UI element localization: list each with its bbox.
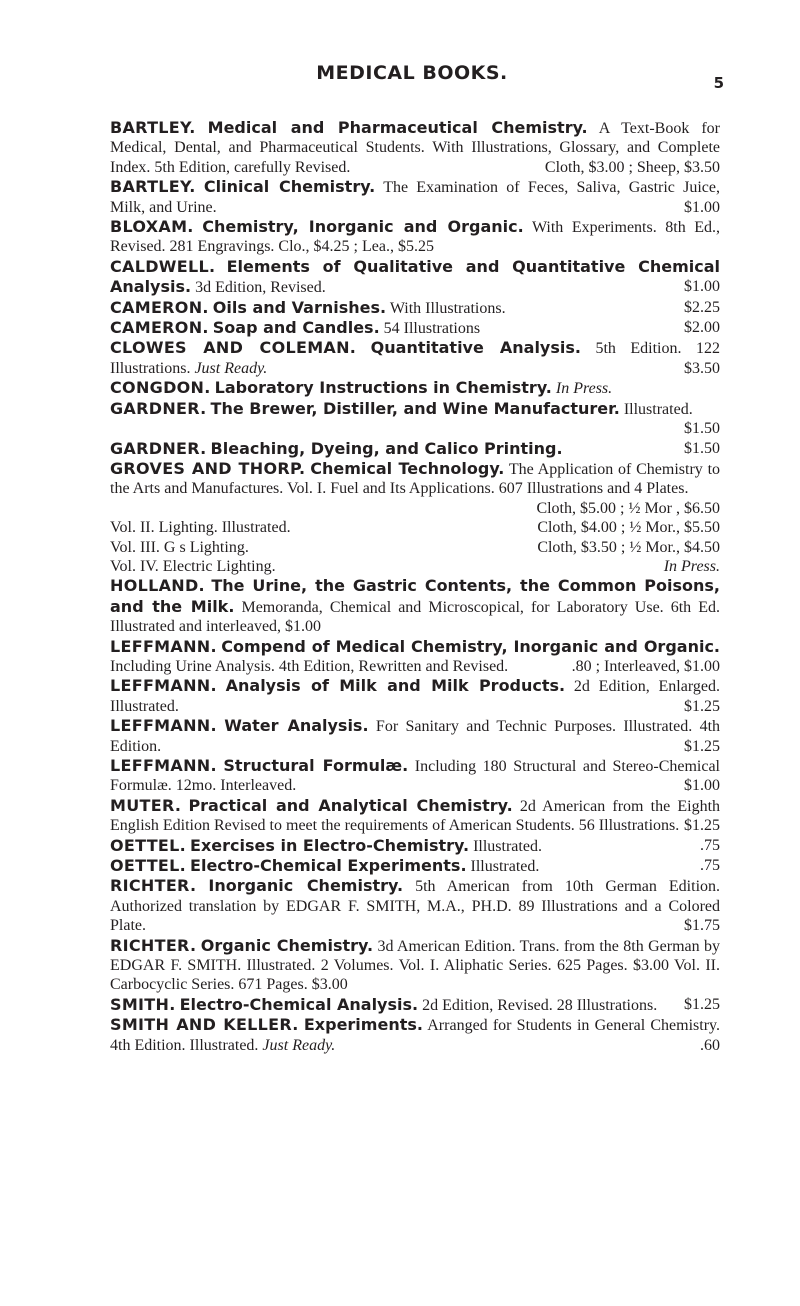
entry-description: Illustrated. [470, 858, 540, 876]
entry-author: HOLLAND. [110, 576, 205, 596]
catalog-entry [110, 217, 720, 257]
entry-title: Oils and Varnishes. [212, 297, 387, 317]
volume-price: Cloth, $5.00 ; ½ Mor , $6.50 [536, 499, 720, 517]
entry-author: LEFFMANN. [110, 716, 217, 736]
entry-description: The Examination of Feces, Saliva, Gastric Juice, Milk, and Urine. [110, 179, 720, 216]
catalog-entry [110, 118, 720, 177]
entry-note: Just Ready. [262, 1036, 336, 1054]
entry-title: Quantitative Analysis. [370, 338, 581, 358]
entry-author: CLOWES AND COLEMAN. [110, 338, 357, 358]
entry-price: $1.75 [684, 917, 720, 935]
entry-title: The Brewer, Distiller, and Wine Manufacturer. [210, 398, 620, 418]
volume-line [110, 499, 720, 518]
entry-author: LEFFMANN. [110, 676, 217, 696]
catalog-entry [110, 796, 720, 836]
catalog-entry [110, 298, 720, 318]
entry-author: OETTEL. [110, 835, 187, 855]
catalog-entry [110, 399, 720, 439]
entry-price: $1.25 [684, 737, 720, 755]
entry-description: Illustrated. [623, 400, 693, 418]
entry-description: Including 180 Structural and Stereo-Chemical Formulæ. 12mo. Interleaved. [110, 758, 720, 795]
volume-price: Cloth, $3.50 ; ½ Mor., $4.50 [537, 538, 720, 556]
catalog-entry [110, 756, 720, 796]
entry-description: For Sanitary and Technic Purposes. Illustrated. 4th Edition. [110, 718, 721, 755]
catalog-entry [110, 576, 720, 636]
entry-title: Electro-Chemical Analysis. [179, 994, 419, 1014]
catalog-entry [110, 257, 720, 298]
catalog-entry [110, 378, 720, 398]
catalog-entry [110, 995, 720, 1015]
catalog-entry [110, 439, 720, 459]
entry-description: 54 Illustrations [383, 320, 481, 338]
entry-description: Arranged for Students in General Chemistry. 4th Edition. Illustrated. [110, 1017, 720, 1054]
entry-price: $1.00 [684, 198, 720, 216]
entry-title: Water Analysis. [224, 716, 369, 736]
entry-title: Chemical Technology. [310, 458, 505, 478]
running-head [110, 62, 724, 92]
entry-title: Practical and Analytical Chemistry. [188, 795, 513, 815]
entry-description: 5th American from 10th German Edition. Authorized translation by EDGAR F. SMITH, M.A., PH.D. 89 Illustrations and a Colored Plate. [110, 878, 721, 935]
entry-author: CONGDON. [110, 378, 211, 398]
entry-price: Cloth, $3.00 ; Sheep, $3.50 [544, 158, 720, 176]
catalog-entries [110, 118, 720, 1055]
entry-description: 2d Edition, Revised. 28 Illustrations. [422, 996, 658, 1014]
entry-author: GROVES AND THORP. [110, 458, 306, 478]
entry-price: .75 [700, 836, 720, 854]
catalog-entry [110, 836, 720, 856]
entry-author: SMITH AND KELLER. [110, 1015, 299, 1035]
entry-title: Medical and Pharmaceutical Chemistry. [207, 118, 588, 137]
catalog-entry [110, 936, 720, 995]
entry-description: With Experiments. 8th Ed., Revised. 281 Engravings. Clo., $4.25 ; Lea., $5.25 [110, 219, 721, 256]
entry-title: Structural Formulæ. [223, 756, 409, 775]
entry-price: $1.50 [684, 439, 720, 457]
catalog-entry [110, 716, 720, 756]
entry-title: Analysis of Milk and Milk Products. [225, 676, 566, 696]
entry-author: RICHTER. [110, 935, 197, 955]
catalog-entry [110, 177, 720, 217]
entry-title: Inorganic Chemistry. [208, 876, 404, 896]
entry-price: $3.50 [684, 359, 720, 377]
entry-description: 3d Edition, Revised. [195, 279, 326, 297]
catalog-entry [110, 318, 720, 338]
entry-author: SMITH. [110, 994, 176, 1014]
entry-price: $2.25 [684, 298, 720, 316]
entry-note: In Press. [555, 380, 613, 398]
entry-title: Bleaching, Dyeing, and Calico Printing. [210, 438, 563, 458]
entry-title: Electro-Chemical Experiments. [190, 856, 467, 876]
entry-author: GARDNER. [110, 398, 207, 418]
entry-price: $1.25 [684, 817, 720, 835]
entry-price: $1.00 [684, 278, 720, 296]
entry-description: A Text-Book for Medical, Dental, and Pharmaceutical Students. With Illustrations, Glossary, and Complete Index. 5th Edition, carefully Revised. [110, 120, 721, 176]
entry-title: Laboratory Instructions in Chemistry. [214, 378, 552, 398]
catalog-entry [110, 637, 720, 677]
volume-price: In Press. [663, 557, 720, 575]
catalog-entry [110, 459, 720, 499]
entry-price: $2.00 [684, 319, 720, 337]
entry-author: LEFFMANN. [110, 756, 217, 775]
entry-author: CAMERON. [110, 297, 209, 317]
entry-title: Exercises in Electro-Chemistry. [190, 835, 470, 855]
page-number: 5 [713, 74, 724, 92]
entry-author: LEFFMANN. [110, 636, 217, 656]
catalog-entry [110, 876, 720, 935]
entry-price: .80 ; Interleaved, $1.00 [571, 657, 720, 675]
volume-label: Vol. III. G s Lighting. [110, 538, 249, 556]
entry-description: Illustrated. [473, 837, 542, 855]
volume-label: Vol. II. Lighting. Illustrated. [110, 519, 291, 537]
volume-price: Cloth, $4.00 ; ½ Mor., $5.50 [537, 519, 720, 537]
entry-title: Elements of Qualitative and Quantitative Chemical Analysis. [110, 256, 721, 297]
entry-author: GARDNER. [110, 438, 207, 458]
catalog-entry [110, 1015, 720, 1055]
entry-note: Just Ready. [194, 359, 268, 377]
entry-price: .75 [700, 857, 720, 875]
entry-title: Chemistry, Inorganic and Organic. [202, 217, 524, 237]
catalog-entry [110, 338, 720, 378]
entry-author: BARTLEY. [110, 177, 196, 197]
entry-description: With Illustrations. [389, 299, 506, 317]
entry-author: BLOXAM. [110, 217, 194, 237]
entry-author: MUTER. [110, 795, 182, 815]
catalog-entry [110, 676, 720, 716]
entry-author: CALDWELL. [110, 256, 216, 276]
entry-title: The Urine, the Gastric Contents, the Common Poisons, and the Milk. [110, 576, 721, 616]
page-title: MEDICAL BOOKS. [316, 62, 508, 84]
volume-line [110, 518, 720, 537]
entry-price: $1.25 [684, 995, 720, 1013]
entry-title: Experiments. [303, 1015, 423, 1035]
catalog-entry [110, 856, 720, 876]
entry-title: Clinical Chemistry. [203, 177, 376, 197]
entry-description: Memoranda, Chemical and Microscopical, for Laboratory Use. 6th Ed. Illustrated and interleaved, $1.00 [110, 598, 721, 636]
volume-line [110, 538, 720, 557]
volume-label: Vol. IV. Electric Lighting. [110, 557, 276, 575]
entry-description: The Application of Chemistry to the Arts and Manufactures. Vol. I. Fuel and Its Applications. 607 Illustrations and 4 Plates. [110, 460, 721, 498]
entry-author: RICHTER. [110, 876, 197, 896]
entry-price: .60 [700, 1036, 720, 1054]
entry-title: Soap and Candles. [212, 318, 380, 338]
entry-title: Organic Chemistry. [200, 935, 374, 955]
volume-line [110, 557, 720, 576]
entry-title: Compend of Medical Chemistry, Inorganic and Organic. [221, 636, 721, 656]
entry-description: Including Urine Analysis. 4th Edition, Rewritten and Revised. [110, 657, 509, 675]
entry-description: 2d Edition, Enlarged. Illustrated. [110, 678, 720, 715]
entry-description: 3d American Edition. Trans. from the 8th German by EDGAR F. SMITH. Illustrated. 2 Volumes. Vol. I. Aliphatic Series. 625 Pages. $3.00 Vol. II. Carbocyclic Series. 671 Pages. $3.00 [110, 937, 721, 994]
entry-author: BARTLEY. [110, 118, 196, 137]
entry-description: 2d American from the Eighth English Edition Revised to meet the requirements of American Students. 56 Illustrations. [110, 797, 721, 835]
entry-description: 5th Edition. 122 Illustrations. [110, 340, 720, 377]
entry-price: $1.25 [684, 697, 720, 715]
entry-price: $1.00 [684, 777, 720, 795]
entry-author: OETTEL. [110, 856, 187, 876]
entry-author: CAMERON. [110, 318, 209, 338]
entry-price: $1.50 [684, 420, 720, 438]
